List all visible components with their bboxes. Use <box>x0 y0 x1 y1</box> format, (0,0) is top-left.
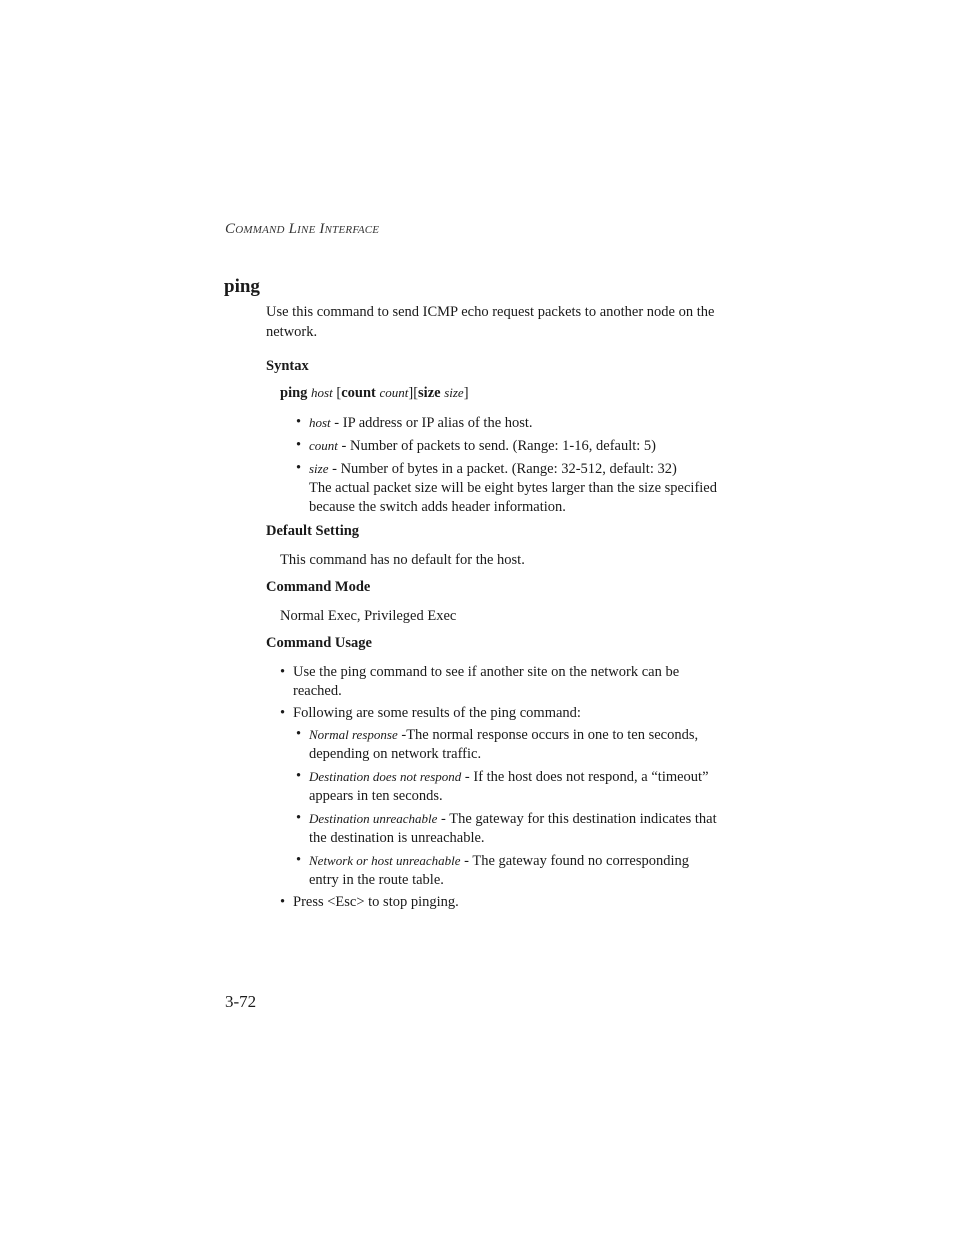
result-item <box>296 851 720 890</box>
result-sep: - <box>437 811 450 827</box>
page-title: ping <box>224 276 260 297</box>
result-desc: The gateway for this destination indicates that the destination is unreachable. <box>309 811 717 846</box>
syntax-count-arg: count <box>379 385 409 400</box>
usage-list <box>280 663 720 912</box>
syntax-heading: Syntax <box>266 358 309 374</box>
result-sep: - <box>397 727 407 743</box>
param-name: count <box>309 438 338 453</box>
syntax-size-kw: size <box>418 385 441 401</box>
result-item <box>296 767 720 806</box>
param-item <box>296 459 721 517</box>
syntax-open: [ <box>332 385 342 401</box>
param-desc: - Number of packets to send. (Range: 1-16, default: 5) <box>337 438 656 454</box>
results-list <box>296 725 720 890</box>
result-sep: - <box>461 769 474 785</box>
default-setting-text: This command has no default for the host. <box>280 552 525 568</box>
syntax-close: ] <box>463 385 469 401</box>
param-list <box>296 413 721 517</box>
result-item <box>296 809 720 848</box>
command-mode-text: Normal Exec, Privileged Exec <box>280 608 457 624</box>
syntax-cmd: ping <box>280 385 308 401</box>
param-desc: - IP address or IP alias of the host. <box>330 415 533 431</box>
running-header: Command Line Interface <box>225 221 380 237</box>
usage-item-text: Following are some results of the ping command: <box>293 705 581 721</box>
page-number: 3-72 <box>225 992 257 1011</box>
syntax-line <box>280 385 469 402</box>
syntax-count-kw: count <box>341 385 376 401</box>
usage-item <box>280 704 720 890</box>
command-usage-heading: Command Usage <box>266 635 372 651</box>
param-item <box>296 413 721 433</box>
result-term: Normal response <box>309 727 398 742</box>
result-desc: The gateway found no corresponding entry in the route table. <box>309 853 689 888</box>
syntax-size-arg: size <box>444 385 464 400</box>
param-item <box>296 436 721 456</box>
syntax-mid: ][ <box>408 385 419 401</box>
intro-paragraph: Use this command to send ICMP echo request packets to another node on the network. <box>266 304 715 340</box>
syntax-host: host <box>311 385 333 400</box>
result-sep: - <box>460 853 473 869</box>
result-item <box>296 725 720 764</box>
result-desc: The normal response occurs in one to ten seconds, depending on network traffic. <box>309 727 699 762</box>
result-term: Destination does not respond <box>309 769 462 784</box>
command-mode-heading: Command Mode <box>266 579 371 595</box>
param-desc: - Number of bytes in a packet. (Range: 32-512, default: 32) <box>328 461 677 477</box>
usage-item: • Use the ping command to see if another site on the network can be reached. <box>280 663 720 701</box>
default-setting-heading: Default Setting <box>266 523 360 539</box>
result-desc: If the host does not respond, a “timeout” appears in ten seconds. <box>309 769 709 804</box>
result-term: Network or host unreachable <box>309 853 461 868</box>
result-term: Destination unreachable <box>309 811 438 826</box>
param-name: host <box>309 415 331 430</box>
usage-item: • Press <Esc> to stop pinging. <box>280 893 720 912</box>
param-note: The actual packet size will be eight bytes larger than the size specified because the switch adds header information. <box>309 480 717 515</box>
param-name: size <box>309 461 329 476</box>
